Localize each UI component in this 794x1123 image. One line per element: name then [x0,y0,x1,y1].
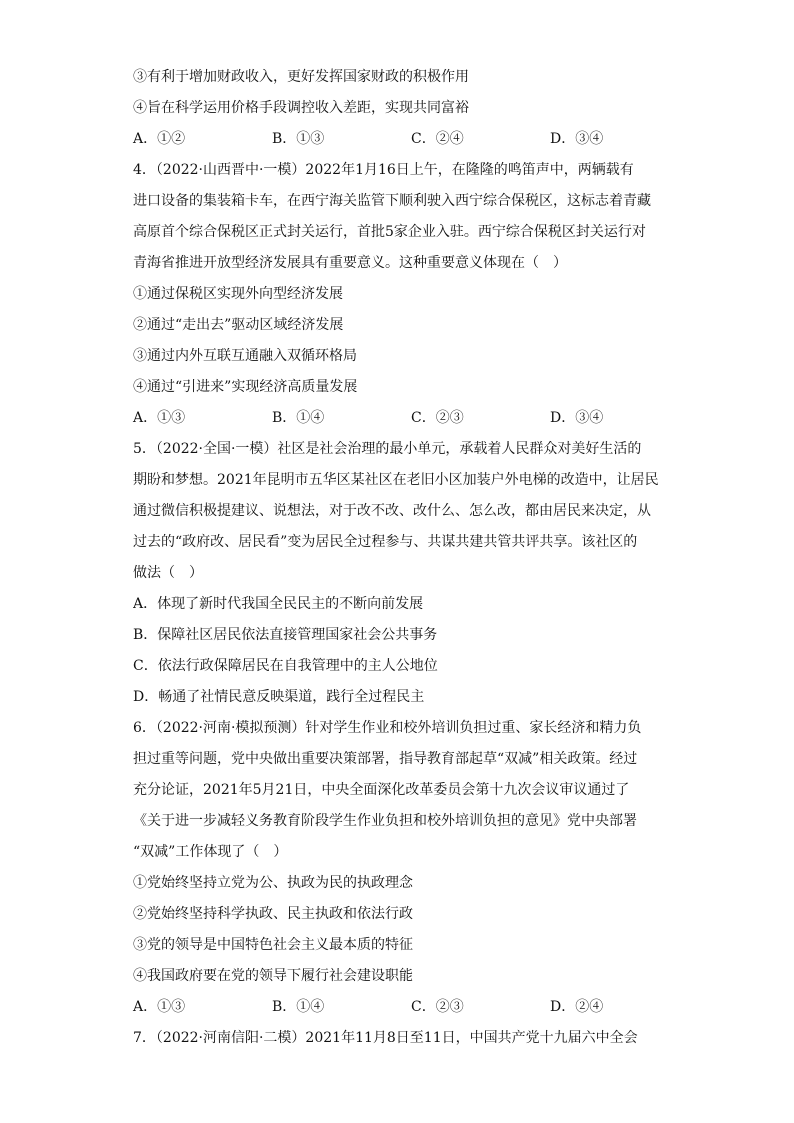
option-b: B．①③ [272,131,325,147]
statement-4: ④我国政府要在党的领导下履行社会建设职能 [133,968,413,984]
options-row [133,992,661,1023]
statement-3: ③通过内外互联互通融入双循环格局 [133,348,357,364]
question-5-stem-line: 5．（2022·全国·一模）社区是社会治理的最小单元，承载着人民群众对美好生活的 [133,441,642,457]
question-6-stem-line: 充分论证，2021年5月21日，中央全面深化改革委员会第十九次会议审议通过了 [133,782,630,798]
option-a: A．①② [133,131,186,147]
question-6-stem-line: 担过重等问题，党中央做出重要决策部署，指导教育部起草“双减”相关政策。经过 [133,751,638,767]
choice-c: C．依法行政保障居民在自我管理中的主人公地位 [133,658,438,674]
question-5-stem-line: 过去的“政府改、居民看”变为居民全过程参与、共谋共建共管共评共享。该社区的 [133,534,638,550]
option-a: A．①③ [133,410,186,426]
question-5-stem-line: 期盼和梦想。2021年昆明市五华区某社区在老旧小区加装户外电梯的改造中，让居民 [133,472,659,488]
option-d: D．②④ [550,999,604,1015]
option-d: D．③④ [550,410,604,426]
options-row [133,403,661,434]
question-4-stem-line: 4．（2022·山西晋中·一模）2022年1月16日上午，在隆隆的鸣笛声中，两辆载有 [133,162,634,178]
option-c: C．②③ [411,410,464,426]
question-4-stem-line: 青海省推进开放型经济发展具有重要意义。这种重要意义体现在（ ） [133,255,567,271]
option-c: C．②③ [411,999,464,1015]
option-d: D．③④ [550,131,604,147]
statement-4: ④通过“引进来”实现经济高质量发展 [133,379,358,395]
question-5-stem-line: 通过微信积极提建议、说想法，对于改不改、改什么、怎么改，都由居民来决定，从 [133,503,651,519]
statement-3: ③党的领导是中国特色社会主义最本质的特征 [133,937,413,953]
question-4-stem-line: 进口设备的集装箱卡车，在西宁海关监管下顺利驶入西宁综合保税区，这标志着青藏 [133,193,651,209]
statement-1: ①党始终坚持立党为公、执政为民的执政理念 [133,875,413,891]
question-6-stem-line: 6．（2022·河南·模拟预测）针对学生作业和校外培训负担过重、家长经济和精力负 [133,720,642,736]
exam-content [133,62,661,1054]
question-6-stem-line: “双减”工作体现了（ ） [133,844,288,860]
options-row [133,124,661,155]
question-5-stem-line: 做法（ ） [133,565,203,581]
question-4-stem-line: 高原首个综合保税区正式封关运行，首批5家企业入驻。西宁综合保税区封关运行对 [133,224,646,240]
option-c: C．②④ [411,131,464,147]
statement-3: ③有利于增加财政收入，更好发挥国家财政的积极作用 [133,69,469,85]
choice-b: B．保障社区居民依法直接管理国家社会公共事务 [133,627,438,643]
option-b: B．①④ [272,999,325,1015]
option-b: B．①④ [272,410,325,426]
statement-4: ④旨在科学运用价格手段调控收入差距，实现共同富裕 [133,100,469,116]
question-7-stem-line: 7．（2022·河南信阳·二模）2021年11月8日至11日，中国共产党十九届六中全会 [133,1030,638,1046]
choice-d: D．畅通了社情民意反映渠道，践行全过程民主 [133,689,425,705]
choice-a: A．体现了新时代我国全民民主的不断向前发展 [133,596,424,612]
statement-2: ②通过“走出去”驱动区域经济发展 [133,317,344,333]
question-6-stem-line: 《关于进一步减轻义务教育阶段学生作业负担和校外培训负担的意见》党中央部署 [133,813,637,829]
option-a: A．①③ [133,999,186,1015]
statement-2: ②党始终坚持科学执政、民主执政和依法行政 [133,906,413,922]
statement-1: ①通过保税区实现外向型经济发展 [133,286,343,302]
